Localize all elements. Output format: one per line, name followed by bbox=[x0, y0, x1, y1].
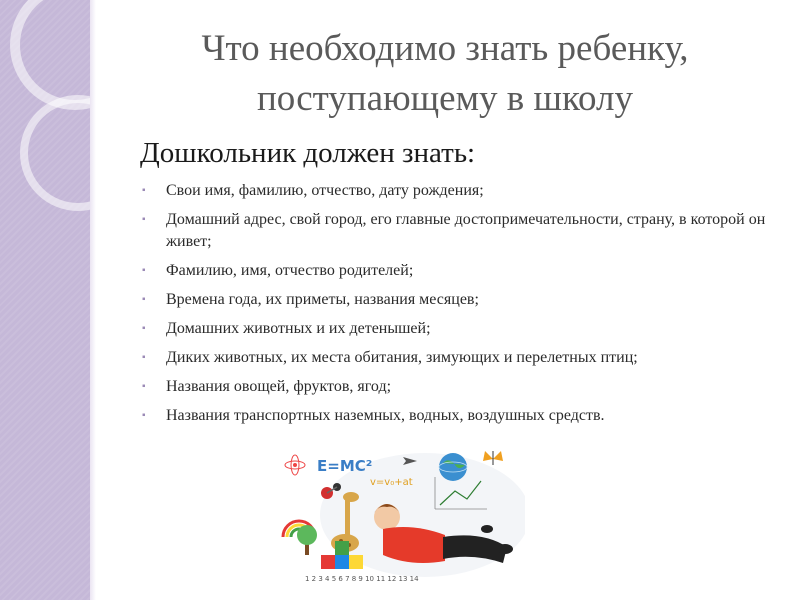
bullet-icon: ▪ bbox=[142, 410, 146, 421]
bullet-item bbox=[140, 376, 780, 398]
bullet-item bbox=[140, 347, 780, 369]
bullet-icon: ▪ bbox=[142, 294, 146, 305]
bullet-item bbox=[140, 405, 780, 427]
bullet-text: Названия транспортных наземных, водных, воздушных средств. bbox=[166, 407, 605, 424]
bullet-text: Свои имя, фамилию, отчество, дату рождения; bbox=[166, 182, 484, 199]
bullet-text: Диких животных, их места обитания, зимующих и перелетных птиц; bbox=[166, 349, 638, 366]
bullet-icon: ▪ bbox=[142, 352, 146, 363]
bullet-item bbox=[140, 209, 780, 253]
formula-label: E=MC² bbox=[317, 457, 373, 475]
child-learning-illustration bbox=[275, 445, 525, 585]
decorative-ring bbox=[10, 0, 140, 110]
bullet-text: Названия овощей, фруктов, ягод; bbox=[166, 378, 392, 395]
slide-subheading: Дошкольник должен знать: bbox=[140, 137, 476, 169]
bullet-icon: ▪ bbox=[142, 323, 146, 334]
bullet-list bbox=[140, 180, 780, 434]
bullet-text: Домашних животных и их детенышей; bbox=[166, 320, 431, 337]
bullet-text: Времена года, их приметы, названия месяцев; bbox=[166, 291, 479, 308]
tree-icon bbox=[297, 525, 317, 555]
bullet-icon: ▪ bbox=[142, 381, 146, 392]
number-strip: 1 2 3 4 5 6 7 8 9 10 11 12 13 14 bbox=[305, 575, 419, 583]
bullet-item bbox=[140, 318, 780, 340]
bullet-icon: ▪ bbox=[142, 185, 146, 196]
side-band-edge bbox=[90, 0, 96, 600]
butterfly-icon bbox=[483, 451, 503, 465]
bullet-icon: ▪ bbox=[142, 214, 146, 225]
side-decoration-band bbox=[0, 0, 90, 600]
bullet-item bbox=[140, 289, 780, 311]
bullet-item bbox=[140, 260, 780, 282]
atom-icon bbox=[285, 455, 305, 475]
decorative-ring bbox=[20, 95, 136, 211]
bullet-item bbox=[140, 180, 780, 202]
bullet-icon: ▪ bbox=[142, 265, 146, 276]
formula-label-2: v=v₀+at bbox=[370, 477, 413, 488]
bullet-text: Домашний адрес, свой город, его главные достопримечательности, страну, в которой он живет; bbox=[166, 211, 766, 250]
globe-icon bbox=[439, 453, 467, 481]
slide-title: Что необходимо знать ребенку, поступающему в школу bbox=[201, 28, 689, 119]
bullet-text: Фамилию, имя, отчество родителей; bbox=[166, 262, 414, 279]
